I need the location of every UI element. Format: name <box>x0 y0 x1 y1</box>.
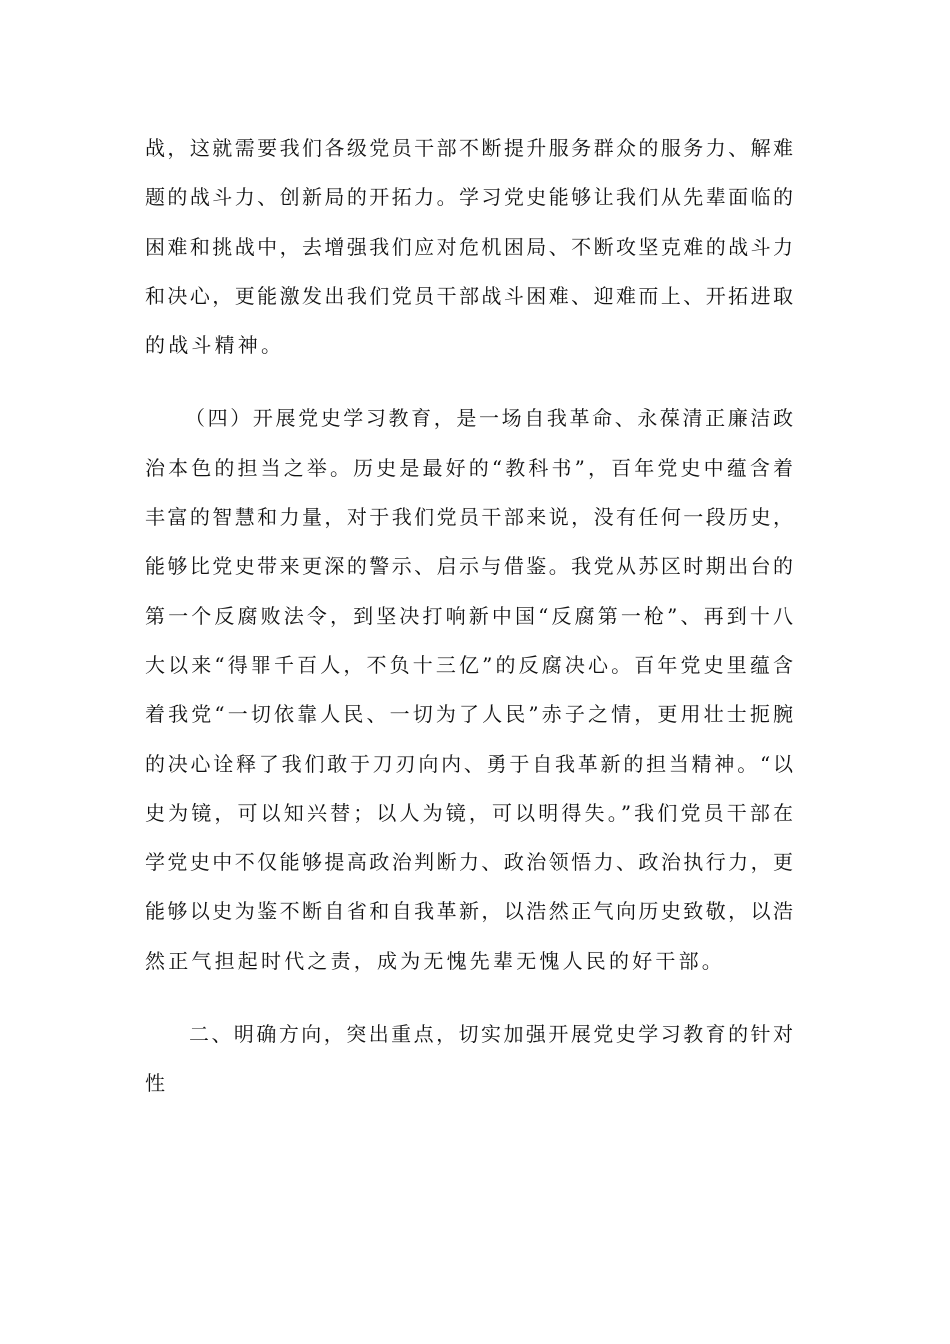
paragraph-line: 然正气担起时代之责，成为无愧先辈无愧人民的好干部。 <box>145 948 725 973</box>
document-body <box>145 124 793 1109</box>
paragraph-gap <box>145 370 793 394</box>
paragraph-line: 治本色的担当之举。历史是最好的“教科书”，百年党史中蕴含着 <box>145 455 793 480</box>
paragraph-line: 战，这就需要我们各级党员干部不断提升服务群众的服务力、解难 <box>145 136 793 160</box>
paragraph-line: 的决心诠释了我们敢于刀刃向内、勇于自我革新的担当精神。“以 <box>145 751 793 776</box>
paragraph-line: 大以来“得罪千百人，不负十三亿”的反腐决心。百年党史里蕴含 <box>145 652 793 677</box>
paragraph-line: 第一个反腐败法令，到坚决打响新中国“反腐第一枪”、再到十八 <box>145 603 793 628</box>
paragraph-gap <box>145 986 793 1010</box>
paragraph-line: 丰富的智慧和力量，对于我们党员干部来说，没有任何一段历史， <box>145 505 793 530</box>
paragraph-line: 着我党“一切依靠人民、一切为了人民”赤子之情，更用壮士扼腕 <box>145 702 793 727</box>
paragraph-line: 学党史中不仅能够提高政治判断力、政治领悟力、政治执行力，更 <box>145 850 793 875</box>
paragraph-line: 题的战斗力、创新局的开拓力。学习党史能够让我们从先辈面临的 <box>145 185 793 210</box>
paragraph-2 <box>145 394 793 986</box>
paragraph-line: 的战斗精神。 <box>145 333 285 358</box>
section-heading <box>145 1010 793 1109</box>
heading-line: 二、明确方向，突出重点，切实加强开展党史学习教育的针对 <box>189 1022 793 1047</box>
heading-line: 性 <box>145 1071 169 1096</box>
paragraph-line: 能够以史为鉴不断自省和自我革新，以浩然正气向历史致敬，以浩 <box>145 899 793 924</box>
paragraph-line: （四）开展党史学习教育，是一场自我革命、永葆清正廉洁政 <box>185 406 793 431</box>
paragraph-line: 困难和挑战中，去增强我们应对危机困局、不断攻坚克难的战斗力 <box>145 234 793 259</box>
paragraph-line: 和决心，更能激发出我们党员干部战斗困难、迎难而上、开拓进取 <box>145 283 793 308</box>
paragraph-line: 能够比党史带来更深的警示、启示与借鉴。我党从苏区时期出台的 <box>145 554 793 579</box>
paragraph-1 <box>145 124 793 370</box>
paragraph-line: 史为镜，可以知兴替；以人为镜，可以明得失。”我们党员干部在 <box>145 800 793 825</box>
